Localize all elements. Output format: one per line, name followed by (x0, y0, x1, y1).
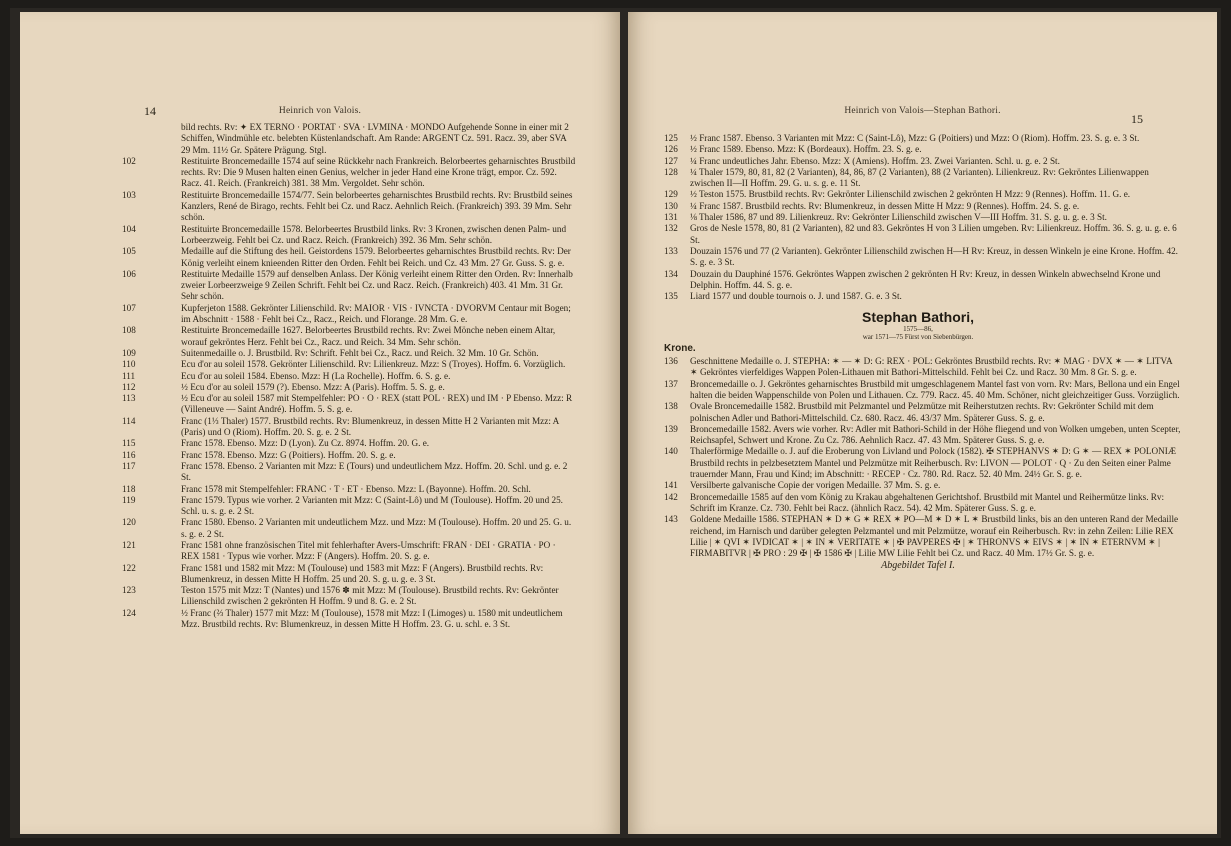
catalog-entry (122, 381, 576, 393)
catalog-entry (654, 269, 1182, 292)
catalog-entry (122, 189, 576, 224)
entry-number: 108 (122, 325, 136, 336)
left-page (20, 12, 620, 834)
entry-number: 126 (664, 144, 678, 155)
entry-text: Goldene Medaille 1586. STEPHAN ✶ D ✶ G ✶ REX ✶ PO—M ✶ D ✶ L ✶ Brustbild links, bis an den unteren Rand der Medaille reichend, im Harnisch und darüber gelegten Pelzmantel und mit Pelzmütze, worauf ein Reiherbusch. Rv: in zehn Zeilen: Lilie REX Lilie | ✶ QVI ✶ IVDICAT ✶ | ✶ IN ✶ VERITATE ✶ | ✠ PAVPERES ✠ | ✶ THRONVS ✶ EIVS ✶ | ✶ IN ✶ ETERNVM ✶ | FIRMABITVR | ✠ PRO : 29 ✠ | ✠ 1586 ✠ | Lilie MW Lilie Fehlt bei Cz. und Racz. 40 Mm. 17½ Gr. S. g. e. (690, 514, 1179, 559)
entry-text: ½ Teston 1575. Brustbild rechts. Rv: Gekrönter Lilienschild zwischen 2 gekrönten H Mzz: 9 (Rennes). Hoffm. 11. G. e. (690, 189, 1131, 200)
catalog-entry (122, 325, 576, 348)
entries-bottom (654, 356, 1182, 559)
entry-text: Teston 1575 mit Mzz: T (Nantes) und 1576 ✽ mit Mzz: M (Toulouse). Brustbild rechts. Rv: Gekrönter Lilienschild zwischen 2 gekrönten H Hoffm. 9 und 8. G. e. 2 St. (181, 585, 559, 607)
entry-text: Franc 1581 und 1582 mit Mzz: M (Toulouse) und 1583 mit Mzz: F (Angers). Brustbild rechts. Rv: Blumenkreuz, in dessen Mitte H Hoffm. 25 und 20. S. g. u. g. e. 3 St. (181, 562, 544, 584)
entry-text: ½ Ecu d'or au soleil 1587 mit Stempelfehler: PO · O · REX (statt POL · REX) und IM · P Ebenso. Mzz: R (Villeneuve — Saint André). Hoffm. 5. S. g. e. (181, 393, 573, 415)
catalog-entry (654, 201, 1182, 212)
entry-number: 139 (664, 423, 678, 434)
entry-text: Kupferjeton 1588. Gekrönter Lilienschild. Rv: MAIOR · VIS · IVNCTA · DVORVM Centaur mit Bogen; im Abschnitt · 1588 · Fehlt bei Cz., Racz., Reich. und Florange. 28 Mm. G. e. (181, 302, 571, 325)
entry-number: 102 (122, 155, 136, 166)
catalog-entry (654, 133, 1182, 144)
entry-text: Franc 1578. Ebenso. Mzz: D (Lyon). Zu Cz. 8974. Hoffm. 20. G. e. (181, 438, 430, 449)
entry-text: Franc 1581 ohne französischen Titel mit fehlerhafter Avers-Umschrift: FRAN · DEI · GRATIA · PO · REX 1581 · Typus wie vorher. Mzz: F (Angers). Hoffm. 20. S. g. e. (181, 539, 556, 562)
catalog-entry (122, 607, 576, 631)
entry-number: 141 (664, 480, 678, 491)
catalog-entry (122, 517, 576, 540)
entry-text: ¼ Franc undeutliches Jahr. Ebenso. Mzz: X (Amiens). Hoffm. 23. Zwei Varianten. Schl. u. g. e. 2 St. (690, 155, 1060, 166)
catalog-entry (122, 302, 576, 326)
entry-number: 117 (122, 460, 136, 471)
entry-text: Suitenmedaille o. J. Brustbild. Rv: Schrift. Fehlt bei Cz., Racz. und Reich. 32 Mm. 10 Gr. Schön. (181, 347, 539, 358)
entry-number: 103 (122, 189, 136, 200)
catalog-entry (654, 246, 1182, 269)
catalog-entry (122, 460, 576, 484)
section-title: Stephan Bathori, (861, 309, 974, 326)
entry-number: 121 (122, 539, 136, 550)
entry-text: Restituirte Medaille 1579 auf denselben Anlass. Der König verleiht einem Ritter den Orden. Rv: Innerhalb zweier Lorbeerzweige 9 Zeilen Schrift. Fehlt bei Cz. und Racz. Reich. (Frankreich) 403. 41 Mm. 31 Gr. Sehr schön. (181, 268, 573, 302)
entry-text: Franc 1580. Ebenso. 2 Varianten mit undeutlichem Mzz. und Mzz: M (Toulouse). Hoffm. 20 und 25. G. u. s. g. e. 2 St. (181, 517, 572, 539)
catalog-entry (654, 401, 1182, 424)
entry-number: 124 (122, 607, 136, 618)
catalog-entry (122, 347, 576, 359)
catalog-entry (122, 562, 576, 586)
catalog-entry (654, 446, 1182, 480)
entry-text: Broncemedaille 1585 auf den vom König zu Krakau abgehaltenen Gerichtshof. Brustbild mit Mantel und Reihermütze links. Rv: Schrift im Kranze. Cz. 730. Fehlt bei Racz. (ähnlich Racz. 54). 42 Mm. Späterer Guss. S. g. e. (690, 491, 1165, 513)
entry-number: 116 (122, 449, 136, 460)
entry-text: ⅛ Thaler 1586, 87 und 89. Lilienkreuz. Rv: Gekrönter Lilienschild zwischen V—III Hoffm. 31. S. g. u. g. e. 3 St. (690, 212, 1107, 223)
catalog-entry (122, 246, 576, 269)
entry-number: 104 (122, 223, 136, 234)
entry-text: Franc (1⅓ Thaler) 1577. Brustbild rechts. Rv: Blumenkreuz, in dessen Mitte H 2 Varianten mit Mzz: A (Paris) und O (Riom). Hoffm. 20. S. g. e. 2 St. (181, 415, 559, 438)
entry-number: 113 (122, 393, 136, 404)
entry-number: 130 (664, 200, 678, 211)
entry-number: 142 (664, 491, 678, 502)
entry-number: 132 (664, 223, 678, 234)
right-page (628, 12, 1217, 834)
catalog-entry (122, 585, 576, 608)
right-column (654, 133, 1182, 572)
catalog-entry (654, 189, 1182, 200)
entry-number: 134 (664, 268, 678, 279)
catalog-entry (654, 356, 1182, 379)
catalog-entry (122, 449, 576, 461)
book-spread (10, 8, 1221, 838)
section-note: war 1571—75 Fürst von Siebenbürgen. (862, 333, 974, 342)
catalog-entry (122, 494, 576, 518)
entry-number: 135 (664, 291, 678, 302)
catalog-entry (654, 492, 1182, 515)
entry-number: 111 (122, 370, 136, 381)
catalog-entry (122, 483, 576, 495)
catalog-entry (654, 156, 1182, 167)
left-column (122, 122, 576, 630)
catalog-entry (122, 223, 576, 247)
catalog-entry (654, 379, 1182, 402)
page-number: 15 (1131, 112, 1143, 126)
entry-number: 123 (122, 585, 136, 596)
page-number: 14 (144, 104, 156, 118)
catalog-entry (122, 359, 576, 370)
entry-number: 110 (122, 359, 136, 370)
entry-number: 115 (122, 438, 136, 449)
entry-text: ¼ Thaler 1579, 80, 81, 82 (2 Varianten), 84, 86, 87 (2 Varianten), 88 (2 Varianten). Lilienkreuz. Rv: Gekröntes Lilienwappen zwischen II—II Hoffm. 29. G. u. s. g. e. 11 St. (690, 166, 1149, 189)
entry-number: 119 (122, 494, 136, 505)
entry-text: Gros de Nesle 1578, 80, 81 (2 Varianten), 82 und 83. Gekröntes H von 3 Lilien umgeben. Rv: Lilienkreuz. Hoffm. 36. S. g. u. g. e. 6 St. (690, 223, 1177, 245)
entry-text: Franc 1578. Ebenso. Mzz: G (Poitiers). Hoffm. 20. S. g. e. (181, 449, 396, 460)
catalog-entry (122, 155, 576, 190)
entry-text: Restituirte Broncemedaille 1578. Belorbeertes Brustbild links. Rv: 3 Kronen, zwischen denen Palm- und Lorbeerzweig. Fehlt bei Cz. und Racz. Reich. (Frankreich) 392. 36 Mm. Sehr schön. (181, 223, 567, 245)
entry-number: 105 (122, 246, 136, 257)
entry-text: Ecu d'or au soleil 1578. Gekrönter Lilienschild. Rv: Lilienkreuz. Mzz: S (Troyes). Hoffm. 6. Vorzüglich. (181, 359, 566, 370)
entry-text: Medaille auf die Stiftung des heil. Geistordens 1579. Belorbeertes geharnischtes Brustbild rechts. Rv: Der König verleiht einem knieenden Ritter den Orden. Fehlt bei Reich. und Cz. 43 Mm. 27 Gr. Guss. S. g. e. (181, 246, 571, 268)
entry-text: bild rechts. Rv: ✦ EX TERNO · PORTAT · SVA · LVMINA · MONDO Aufgehende Sonne in einer mit 2 Schiffen, Windmühle etc. belebten Küstenlandschaft. Am Rande: ARGENT Cz. 591. Racz. 39, aber SVA 29 Mm. 11½ Gr. Spätere Prägung. Stgl. (181, 122, 569, 155)
catalog-entry (122, 415, 576, 439)
catalog-entry (654, 223, 1182, 246)
running-head: Heinrich von Valois—Stephan Bathori. (844, 106, 1001, 116)
entry-text: Ovale Broncemedaille 1582. Brustbild mit Pelzmantel und Pelzmütze mit Reiherstutzen rechts. Rv: Gekrönter Schild mit dem polnischen Adler und Bathori-Mittelschild. Cz. 680. Racz. 46. 43/37 Mm. Späterer Guss. S. g. e. (690, 401, 1154, 423)
entry-text: ½ Franc 1587. Ebenso. 3 Varianten mit Mzz: C (Saint-Lô), Mzz: G (Poitiers) und Mzz: O (Riom). Hoffm. 23. S. g. e. 3 St. (690, 133, 1140, 143)
entry-number: 137 (664, 378, 678, 389)
entry-number: 131 (664, 212, 678, 223)
catalog-entry (654, 291, 1182, 302)
entry-number: 122 (122, 562, 136, 573)
entry-number: 128 (664, 166, 678, 177)
entry-text: Restituirte Broncemedaille 1574 auf seine Rückkehr nach Frankreich. Belorbeertes geharnischtes Brustbild rechts. Rv: Die 9 Musen halten einen Genius, welcher in jeder Hand eine Krone trägt, empor. Cz. 592. Racz. 41. Reich. (Frankreich) 381. 38 Mm. Vergoldet. Sehr schön. (181, 155, 576, 189)
catalog-entry (122, 268, 576, 303)
entry-text: Thalerförmige Medaille o. J. auf die Eroberung von Livland und Polock (1582). ✠ STEPHANVS ✶ D: G ✶ — REX ✶ POLONIÆ Brustbild rechts in pelzbesetztem Mantel und Pelzmütze mit Reiherbusch. Rv: LIVON — POLOT · Q · Zu den Seiten einer Palme trauernder Mann, Frau und Kind; im Abschnitt: · RECEP · Cz. 780. Rd. Racz. 52. 40 Mm. 24½ Gr. S. g. e. (690, 446, 1177, 480)
entry-number: 129 (664, 189, 678, 200)
plate-caption: Abgebildet Tafel I. (881, 560, 955, 572)
catalog-entry (122, 370, 576, 382)
entry-text: ¼ Franc 1587. Brustbild rechts. Rv: Blumenkreuz, in dessen Mitte H Mzz: 9 (Rennes). Hoffm. 24. S. g. e. (690, 200, 1080, 211)
entry-number: 120 (122, 517, 136, 528)
entry-text: Geschnittene Medaille o. J. STEPHA: ✶ — ✶ D: G: REX · POL: Gekröntes Brustbild rechts. Rv: ✶ MAG · DVX ✶ — ✶ LITVA ✶ Gekröntes vierfeldiges Wappen Polen-Lithauen mit Bathori-Mittelschild. Fehlt bei Cz. und Racz. 30 Mm. 8 Gr. S. g. e. (690, 356, 1173, 378)
entry-text: Douzain 1576 und 77 (2 Varianten). Gekrönter Lilienschild zwischen H—H Rv: Kreuz, in dessen Winkeln je eine Krone. Hoffm. 42. S. g. e. 3 St. (690, 245, 1178, 268)
entry-number: 133 (664, 245, 678, 256)
catalog-entry (148, 122, 576, 156)
entry-number: 109 (122, 347, 136, 358)
entry-text: Franc 1579. Typus wie vorher. 2 Varianten mit Mzz: C (Saint-Lô) und M (Toulouse). Hoffm. 20 und 25. Schl. u. s. g. e. 2 St. (181, 494, 563, 517)
entry-text: Franc 1578 mit Stempelfehler: FRANC · T · ET · Ebenso. Mzz: L (Bayonne). Hoffm. 20. Schl. (181, 483, 531, 494)
running-head: Heinrich von Valois. (278, 106, 362, 116)
entry-number: 125 (664, 133, 678, 143)
entry-number: 127 (664, 155, 678, 166)
catalog-entry (654, 514, 1182, 559)
entry-number: 143 (664, 514, 678, 525)
catalog-entry (654, 144, 1182, 155)
catalog-entry (122, 393, 576, 416)
entry-number: 114 (122, 415, 136, 426)
catalog-entry (654, 480, 1182, 491)
catalog-entry (654, 167, 1182, 190)
entry-number: 107 (122, 302, 136, 313)
catalog-entry (654, 424, 1182, 447)
entry-text: Broncemedaille 1582. Avers wie vorher. Rv: Adler mit Bathori-Schild in der Höhe fliegend und von Wolken umgeben, unten Scepter, Reichsapfel, Schwert und Krone. Zu Cz. 786. Aehnlich Racz. 47. 43 Mm. Späterer Guss. S. g. e. (690, 423, 1181, 446)
entry-text: Franc 1578. Ebenso. 2 Varianten mit Mzz: E (Tours) und undeutlichem Mzz. Hoffm. 20. Schl. und g. e. 2 St. (181, 460, 568, 483)
catalog-entry (654, 212, 1182, 223)
entries-top (654, 133, 1182, 302)
subheading: Krone. (664, 342, 696, 354)
entry-text: Ecu d'or au soleil 1584. Ebenso. Mzz: H (La Rochelle). Hoffm. 6. S. g. e. (181, 370, 451, 381)
entry-number: 140 (664, 446, 678, 457)
entry-text: ½ Ecu d'or au soleil 1579 (?). Ebenso. Mzz: A (Paris). Hoffm. 5. S. g. e. (181, 381, 445, 392)
entry-text: Liard 1577 und double tournois o. J. und 1587. G. e. 3 St. (690, 291, 902, 302)
entry-text: Restituirte Broncemedaille 1627. Belorbeertes Brustbild rechts. Rv: Zwei Mönche neben einem Altar, worauf gekröntes Herz. Fehlt bei Cz., Racz. und Reich. 34 Mm. Sehr schön. (181, 325, 556, 347)
entry-text: ½ Franc (⅔ Thaler) 1577 mit Mzz: M (Toulouse), 1578 mit Mzz: I (Limoges) u. 1580 mit undeutlichem Mzz. Brustbild rechts. Rv: Blumenkreuz, in dessen Mitte H Hoffm. 23. G. u. schl. e. 3 St. (181, 607, 563, 630)
entry-text: Douzain du Dauphiné 1576. Gekröntes Wappen zwischen 2 gekrönten H Rv: Kreuz, in dessen Winkeln abwechselnd Krone und Delphin. Hoffm. 44. S. g. e. (690, 268, 1161, 290)
entry-text: Versilberte galvanische Copie der vorigen Medaille. 37 Mm. S. g. e. (690, 480, 941, 491)
entry-number: 112 (122, 381, 136, 392)
catalog-entry (122, 438, 576, 449)
entry-text: Restituirte Broncemedaille 1574/77. Sein belorbeertes geharnischtes Brustbild rechts. Rv: Brustbild seines Kanzlers, René de Birago, rechts. Fehlt bei Cz. und Racz. Aehnlich Reich. (Frankreich) 393. 39 Mm. Sehr schön. (181, 189, 573, 223)
entry-number: 136 (664, 356, 678, 367)
entry-text: Broncemedaille o. J. Gekröntes geharnischtes Brustbild mit umgeschlagenem Mantel fast von vorn. Rv: Mars, Bellona und ein Engel halten die beiden Wappenschilde von Polen und Lithauen. Cz. 779. Racz. 45. 40 Mm. Schöner, nicht gleichzeitiger Guss. Vorzüglich. (690, 378, 1180, 400)
entry-number: 138 (664, 401, 678, 412)
entry-number: 118 (122, 483, 136, 494)
entry-text: ½ Franc 1589. Ebenso. Mzz: K (Bordeaux). Hoffm. 23. S. g. e. (690, 144, 922, 155)
section-dates: 1575—86, (903, 324, 933, 333)
entry-number: 106 (122, 268, 136, 279)
catalog-entry (122, 539, 576, 563)
